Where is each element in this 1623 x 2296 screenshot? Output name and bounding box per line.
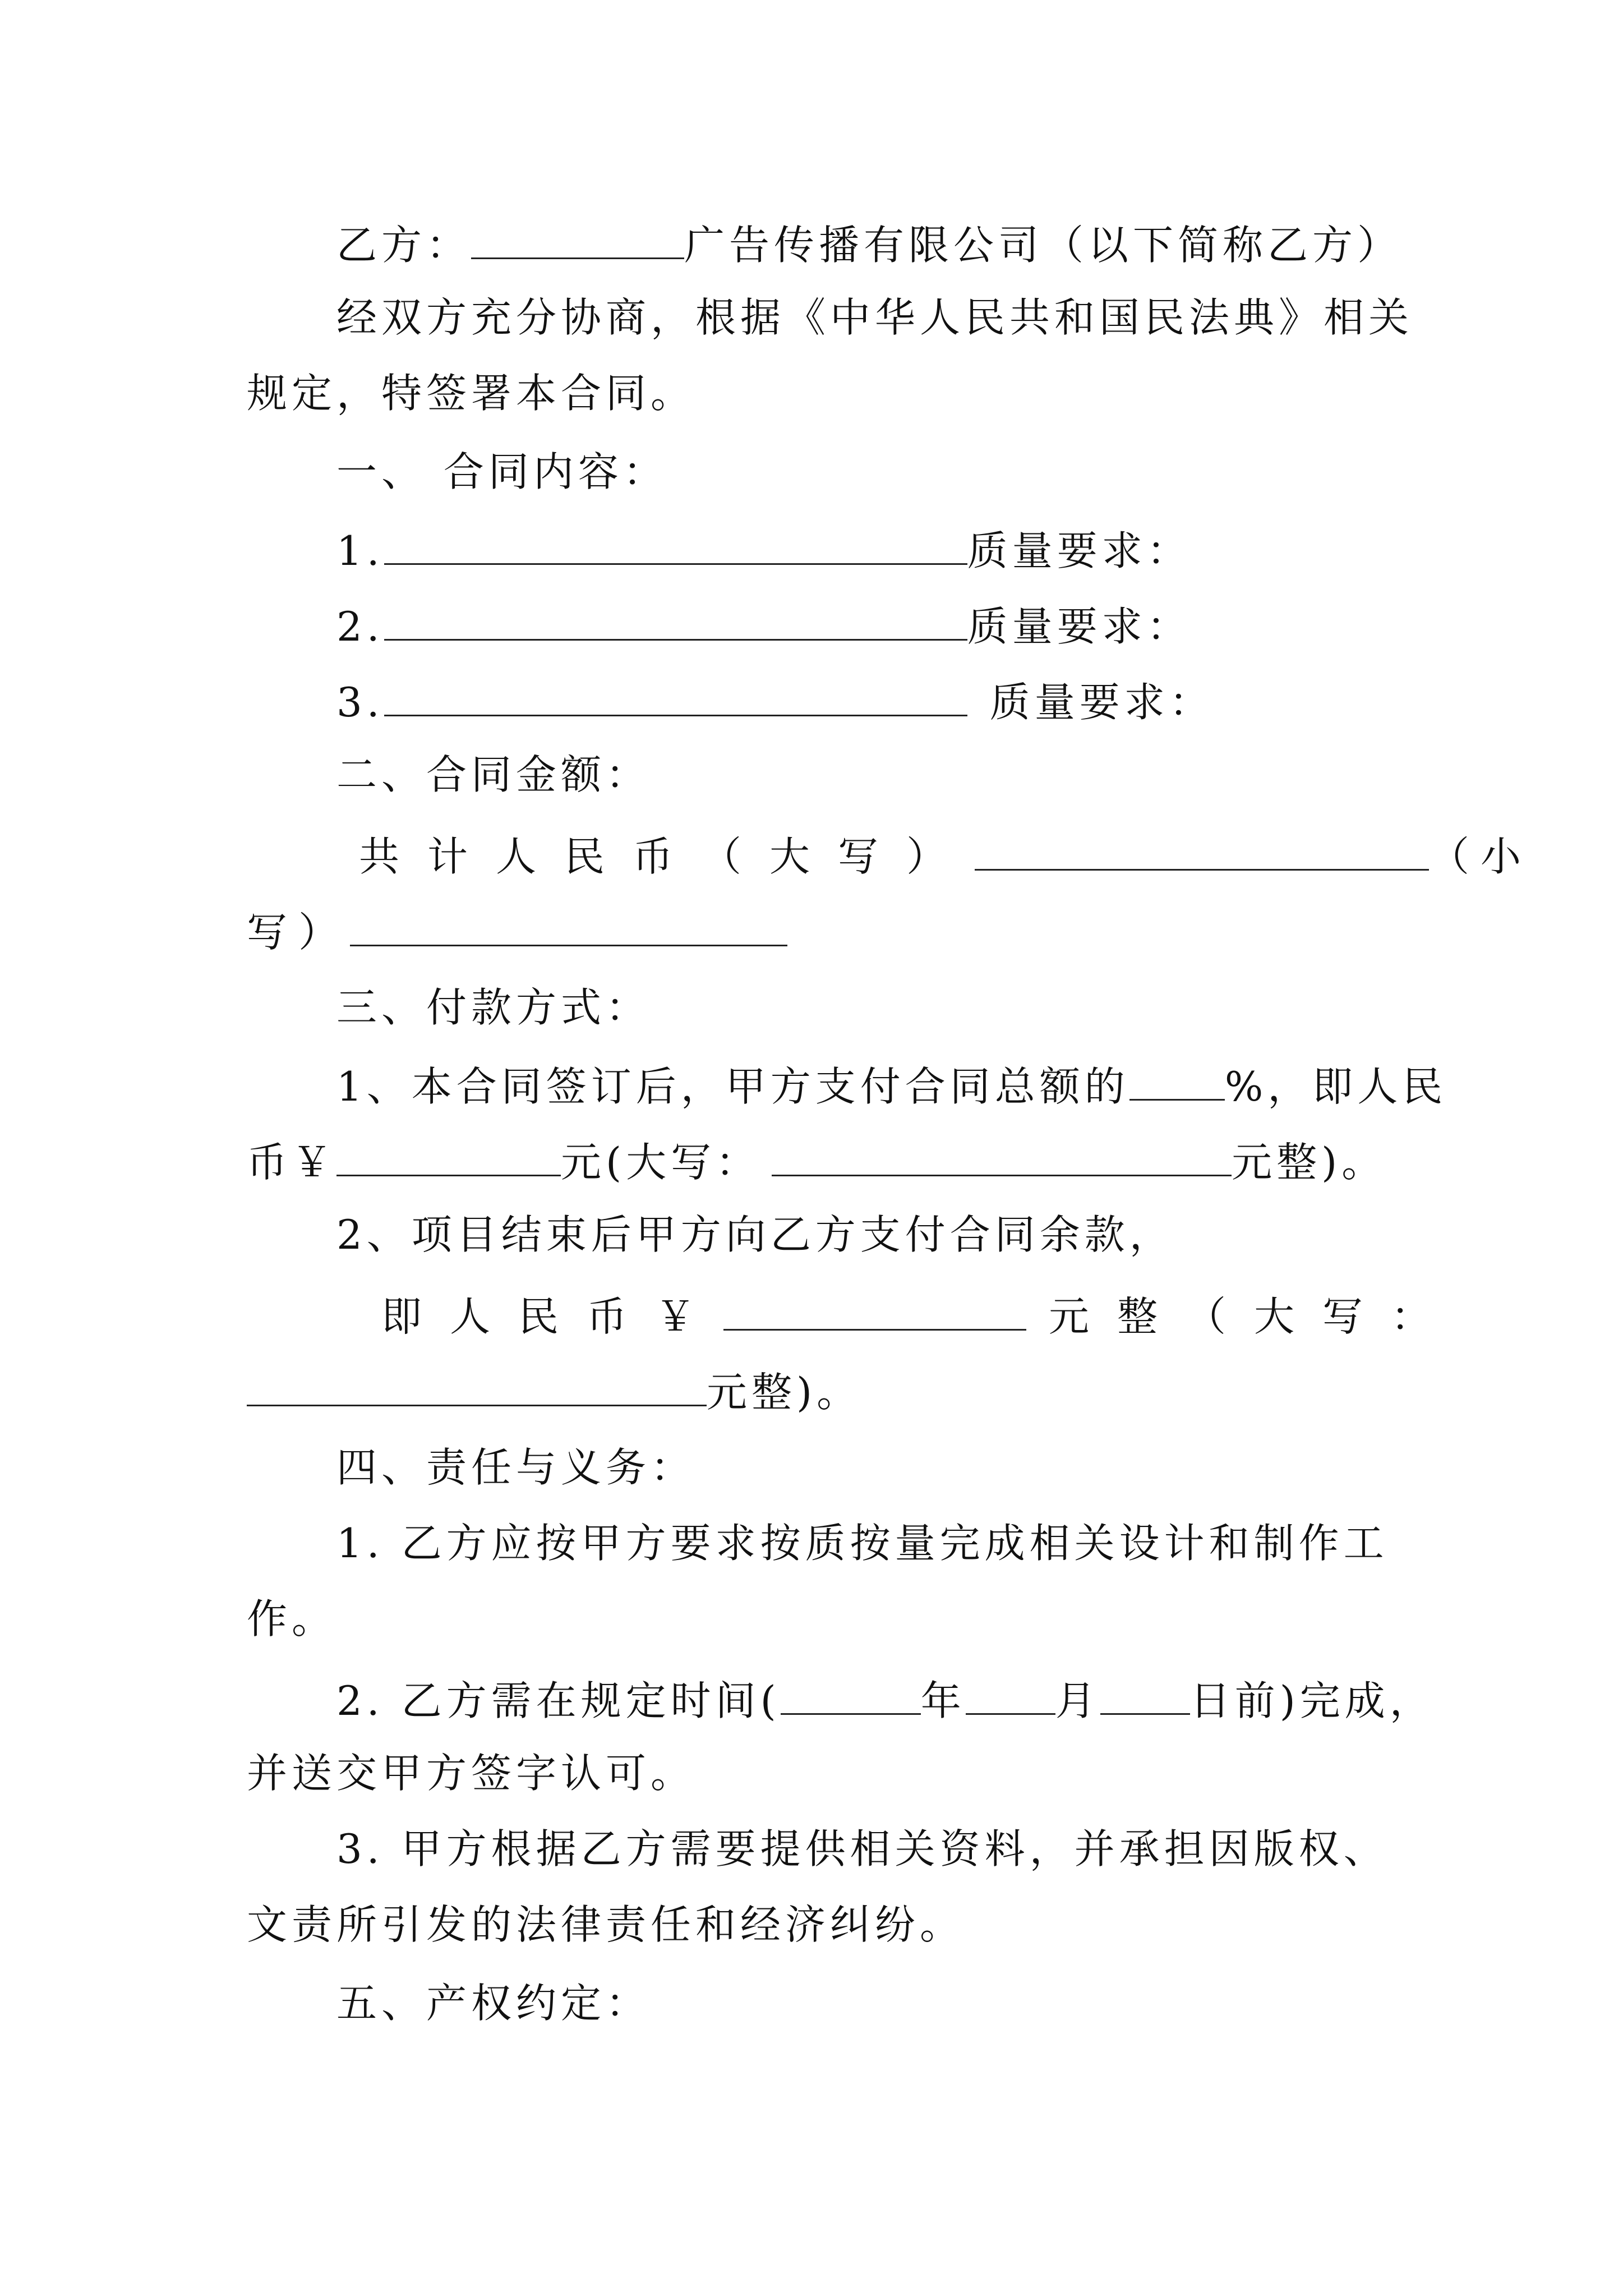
total-lowercase-line bbox=[247, 909, 787, 956]
content-item-num: 2. bbox=[336, 603, 384, 650]
duty-3-line-2: 文责所引发的法律责任和经济纠纷。 bbox=[247, 1901, 965, 1948]
duty-2-line-1 bbox=[336, 1677, 1435, 1724]
payment-2-line-1: 2、项目结束后甲方向乙方支付合同余款， bbox=[336, 1211, 1174, 1258]
payment-1-uppercase-label: 元(大写： bbox=[561, 1139, 761, 1186]
payment-2-amount-blank[interactable] bbox=[723, 1293, 1026, 1331]
total-lowercase-close: 写） bbox=[247, 909, 351, 956]
payment-1-percent-text: %，即人民 bbox=[1224, 1063, 1447, 1110]
payment-2-uppercase-blank[interactable] bbox=[247, 1369, 707, 1406]
quality-requirement-label: 质量要求： bbox=[967, 527, 1192, 574]
section-1-heading: 一、 合同内容： bbox=[336, 448, 668, 495]
total-lowercase-open: （小 bbox=[1429, 833, 1533, 880]
payment-1-end: 元整)。 bbox=[1232, 1139, 1387, 1186]
preamble-line-1: 经双方充分协商，根据《中华人民共和国民法典》相关 bbox=[336, 294, 1414, 341]
section-3-heading: 三、付款方式： bbox=[336, 984, 651, 1031]
duty-2-month-blank[interactable] bbox=[966, 1677, 1055, 1715]
section-4-heading: 四、责任与义务： bbox=[336, 1444, 696, 1491]
payment-1-line-1 bbox=[336, 1063, 1447, 1110]
duty-2-line-2: 并送交甲方签字认可。 bbox=[247, 1750, 696, 1797]
payment-1-currency: 币￥ bbox=[247, 1139, 337, 1186]
duty-1-line-1: 1. 乙方应按甲方要求按质按量完成相关设计和制作工 bbox=[336, 1520, 1389, 1567]
total-uppercase-blank[interactable] bbox=[975, 833, 1429, 871]
content-item-blank[interactable] bbox=[384, 679, 967, 716]
payment-2-uppercase-label: 元整（大写： bbox=[1049, 1293, 1460, 1340]
content-item-blank[interactable] bbox=[384, 527, 967, 565]
party-b-name-blank[interactable] bbox=[471, 222, 684, 259]
payment-2-currency: 即人民币￥ bbox=[381, 1293, 724, 1340]
payment-2-end: 元整)。 bbox=[707, 1369, 862, 1416]
content-item-num: 3. bbox=[336, 679, 384, 726]
duty-2-month-label: 月 bbox=[1055, 1677, 1100, 1724]
content-item-blank[interactable] bbox=[384, 603, 967, 641]
total-lowercase-blank[interactable] bbox=[350, 909, 787, 946]
duty-1-line-2: 作。 bbox=[247, 1595, 337, 1642]
duty-2-day-label: 日前)完成， bbox=[1189, 1677, 1435, 1724]
payment-1-amount-blank[interactable] bbox=[336, 1139, 561, 1176]
duty-2-year-label: 年 bbox=[920, 1677, 966, 1724]
duty-2-day-blank[interactable] bbox=[1100, 1677, 1190, 1715]
duty-2-text: 2. 乙方需在规定时间( bbox=[336, 1677, 781, 1724]
section-5-heading: 五、产权约定： bbox=[336, 1980, 651, 2027]
total-uppercase-label: 共计人民币（大写） bbox=[359, 833, 975, 880]
content-item-3 bbox=[336, 679, 1214, 726]
payment-1-text: 1、本合同签订后，甲方支付合同总额的 bbox=[336, 1063, 1129, 1110]
duty-3-line-1: 3. 甲方根据乙方需要提供相关资料，并承担因版权、 bbox=[336, 1825, 1389, 1872]
party-b-label: 乙方： bbox=[336, 222, 472, 269]
total-amount-line bbox=[359, 833, 1533, 880]
content-item-num: 1. bbox=[336, 527, 384, 574]
section-2-heading: 二、合同金额： bbox=[336, 751, 651, 798]
payment-1-line-2 bbox=[247, 1139, 1387, 1186]
content-item-2 bbox=[336, 603, 1192, 650]
quality-requirement-label: 质量要求： bbox=[967, 603, 1192, 650]
content-item-1 bbox=[336, 527, 1192, 574]
payment-2-line-3 bbox=[247, 1369, 862, 1416]
party-b-suffix: 广告传播有限公司（以下简称乙方） bbox=[684, 222, 1403, 269]
payment-2-line-2 bbox=[381, 1293, 1460, 1340]
quality-requirement-label: 质量要求： bbox=[989, 679, 1214, 726]
party-b-line bbox=[336, 222, 1403, 269]
payment-1-uppercase-blank[interactable] bbox=[772, 1139, 1232, 1176]
duty-2-year-blank[interactable] bbox=[781, 1677, 921, 1715]
payment-1-percent-blank[interactable] bbox=[1129, 1063, 1225, 1101]
preamble-line-2: 规定，特签署本合同。 bbox=[247, 370, 696, 417]
